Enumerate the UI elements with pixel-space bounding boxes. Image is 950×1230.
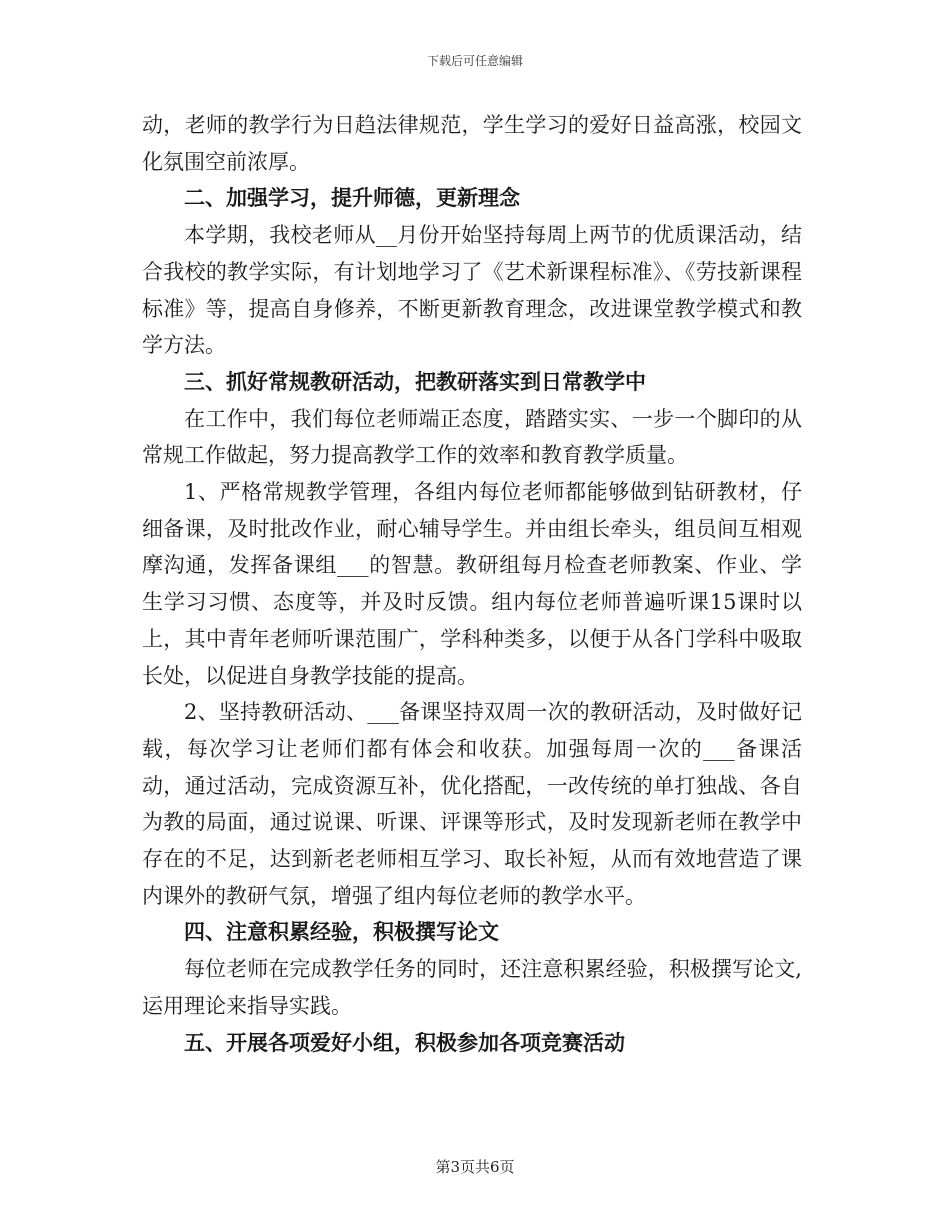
paragraph-item-2: 2、坚持教研活动、___备课坚持双周一次的教研活动，及时做好记载，每次学习让老师们都有体会和收获。加强每周一次的___备课活动，通过活动，完成资源互补，优化搭配，一改传统的单打独战、各自为教的局面，通过说课、听课、评课等形式，及时发现新老师在教学中存在的不足，达到新老老师相互学习、取长补短，从而有效地营造了课内课外的教研气氛，增强了组内每位老师的教学水平。 bbox=[142, 700, 802, 908]
section-heading-2: 二、加强学习，提升师德，更新理念 bbox=[184, 186, 520, 211]
page-header: 下载后可任意编辑 bbox=[426, 54, 523, 68]
section-heading-4: 四、注意积累经验，积极撰写论文 bbox=[184, 920, 499, 945]
paragraph-routine-work: 在工作中，我们每位老师端正态度，踏踏实实、一步一个脚印的从常规工作做起，努力提高教学工作的效率和教育教学质量。 bbox=[142, 406, 802, 468]
paragraph-study: 本学期，我校老师从__月份开始坚持每周上两节的优质课活动，结合我校的教学实际，有计划地学习了《艺术新课程标准》、《劳技新课程标准》等，提高自身修养，不断更新教育理念，改进课堂教学模式和教学方法。 bbox=[142, 223, 802, 358]
section-heading-3: 三、抓好常规教研活动，把教研落实到日常教学中 bbox=[184, 369, 646, 394]
paragraph-papers: 每位老师在完成教学任务的同时，还注意积累经验，积极撰写论文,运用理论来指导实践。 bbox=[142, 957, 802, 1018]
paragraph-continuation: 动，老师的教学行为日趋法律规范，学生学习的爱好日益高涨，校园文化氛围空前浓厚。 bbox=[142, 113, 802, 174]
page-footer: 第3页共6页 bbox=[435, 1158, 515, 1176]
paragraph-item-1: 1、严格常规教学管理，各组内每位老师都能够做到钻研教材，仔细备课，及时批改作业，耐心辅导学生。并由组长牵头，组员间互相观摩沟通，发挥备课组___的智慧。教研组每月检查老师教案、作业、学生学习习惯、态度等，并及时反馈。组内每位老师普遍听课15课时以上，其中青年老师听课范围广，学科种类多，以便于从各门学科中吸取长处，以促进自身教学技能的提高。 bbox=[142, 480, 802, 688]
section-heading-5: 五、开展各项爱好小组，积极参加各项竞赛活动 bbox=[184, 1030, 625, 1055]
document-body bbox=[142, 107, 802, 1061]
